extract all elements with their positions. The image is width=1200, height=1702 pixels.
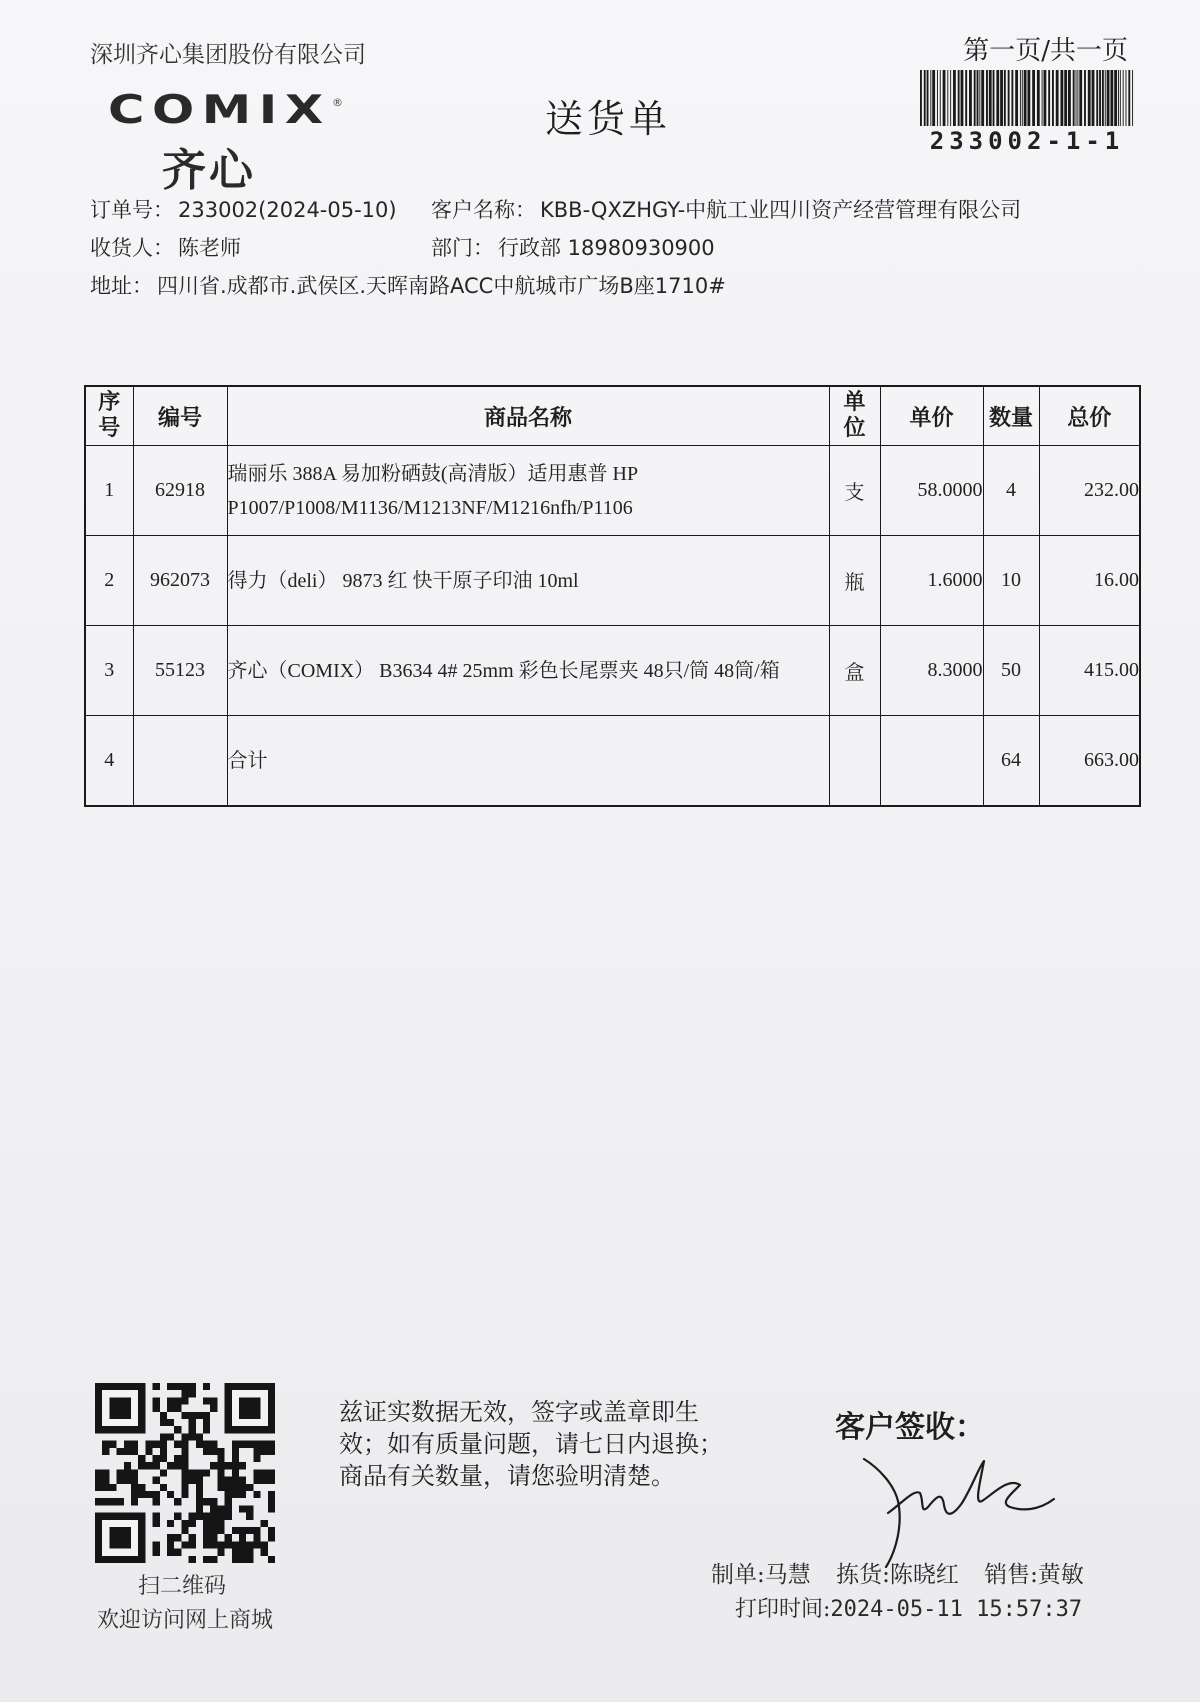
cell-price <box>880 716 983 807</box>
cell-total: 415.00 <box>1039 626 1140 716</box>
logo-brand-cn: 齐心 <box>162 145 256 196</box>
cell-price: 1.6000 <box>880 536 983 626</box>
picker-label: 拣货: <box>836 1562 890 1588</box>
order-number-label: 订单号： <box>90 198 174 222</box>
order-number <box>90 194 397 224</box>
cell-name: 齐心（COMIX） B3634 4# 25mm 彩色长尾票夹 48只/筒 48筒/箱 <box>227 626 829 716</box>
cell-seq: 2 <box>85 536 133 626</box>
header-code: 编号 <box>133 386 227 446</box>
cell-qty: 4 <box>983 446 1039 536</box>
department-value: 行政部 18980930900 <box>498 236 715 260</box>
print-time-label: 打印时间: <box>735 1597 831 1622</box>
print-time <box>735 1592 1082 1623</box>
table-header-row <box>85 386 1140 446</box>
cell-unit <box>829 716 880 807</box>
notice-line: 兹证实数据无效，签字或盖章即生 <box>339 1398 699 1426</box>
header-unit: 单位 <box>829 386 880 446</box>
document-title: 送货单 <box>544 97 671 141</box>
qr-code <box>95 1383 275 1563</box>
cell-name: 合计 <box>227 716 829 807</box>
department-label: 部门： <box>431 236 494 260</box>
department <box>431 232 715 262</box>
company-name: 深圳齐心集团股份有限公司 <box>90 42 366 68</box>
table-row <box>85 446 1140 536</box>
maker-label: 制单: <box>711 1562 765 1588</box>
header-total: 总价 <box>1039 386 1140 446</box>
cell-qty: 50 <box>983 626 1039 716</box>
cell-code: 55123 <box>133 626 227 716</box>
cell-total: 663.00 <box>1039 716 1140 807</box>
header-seq: 序号 <box>85 386 133 446</box>
maker-value: 马慧 <box>764 1562 811 1588</box>
cell-name: 得力（deli） 9873 红 快干原子印油 10ml <box>227 536 829 626</box>
customer-signature-label: 客户签收： <box>835 1410 985 1445</box>
qr-caption-mall: 欢迎访问网上商城 <box>96 1608 273 1633</box>
picker-value: 陈晓红 <box>889 1562 959 1588</box>
cell-seq: 3 <box>85 626 133 716</box>
print-time-value: 2024-05-11 15:57:37 <box>830 1597 1083 1622</box>
address-value: 四川省.成都市.武侯区.天晖南路ACC中航城市广场B座1710# <box>157 274 726 298</box>
cell-total: 16.00 <box>1039 536 1140 626</box>
cell-code <box>133 716 227 807</box>
cell-seq: 1 <box>85 446 133 536</box>
goods-table <box>84 385 1141 807</box>
barcode <box>920 70 1134 126</box>
cell-name: 瑞丽乐 388A 易加粉硒鼓(高清版）适用惠普 HP P1007/P1008/M1136/M1213NF/M1216nfh/P1106 <box>227 446 829 536</box>
cell-total: 232.00 <box>1039 446 1140 536</box>
cell-seq: 4 <box>85 716 133 807</box>
cell-unit: 盒 <box>829 626 880 716</box>
page-indicator: 第一页/共一页 <box>963 36 1128 66</box>
receiver-label: 收货人： <box>90 236 174 260</box>
notice-line: 效；如有质量问题，请七日内退换； <box>339 1430 723 1458</box>
customer-name-value: KBB-QXZHGY-中航工业四川资产经营管理有限公司 <box>540 198 1022 222</box>
table-row <box>85 626 1140 716</box>
comix-logo <box>100 84 343 196</box>
logo-registered-mark: ® <box>332 96 343 109</box>
address <box>90 270 726 300</box>
logo-brand-en: COMIX <box>108 86 331 133</box>
cell-unit: 支 <box>829 446 880 536</box>
table-total-row <box>85 716 1140 807</box>
cell-price: 58.0000 <box>880 446 983 536</box>
customer-name-label: 客户名称： <box>431 198 536 222</box>
notice-text <box>339 1396 723 1492</box>
cell-code: 62918 <box>133 446 227 536</box>
notice-line: 商品有关数量，请您验明清楚。 <box>339 1462 675 1490</box>
address-label: 地址： <box>90 274 153 298</box>
header-price: 单价 <box>880 386 983 446</box>
order-number-value: 233002(2024-05-10) <box>178 198 397 222</box>
table-row <box>85 536 1140 626</box>
seller-label: 销售: <box>984 1562 1038 1588</box>
cell-price: 8.3000 <box>880 626 983 716</box>
seller-value: 黄敏 <box>1037 1562 1084 1588</box>
header-name: 商品名称 <box>227 386 829 446</box>
receiver-value: 陈老师 <box>178 236 241 260</box>
staff-line <box>711 1556 1084 1589</box>
cell-unit: 瓶 <box>829 536 880 626</box>
header-qty: 数量 <box>983 386 1039 446</box>
cell-qty: 10 <box>983 536 1039 626</box>
barcode-number: 233002-1-1 <box>929 127 1125 155</box>
receiver <box>90 232 241 262</box>
cell-qty: 64 <box>983 716 1039 807</box>
customer-name <box>431 194 1021 224</box>
qr-caption-scan: 扫二维码 <box>137 1574 226 1599</box>
cell-code: 962073 <box>133 536 227 626</box>
